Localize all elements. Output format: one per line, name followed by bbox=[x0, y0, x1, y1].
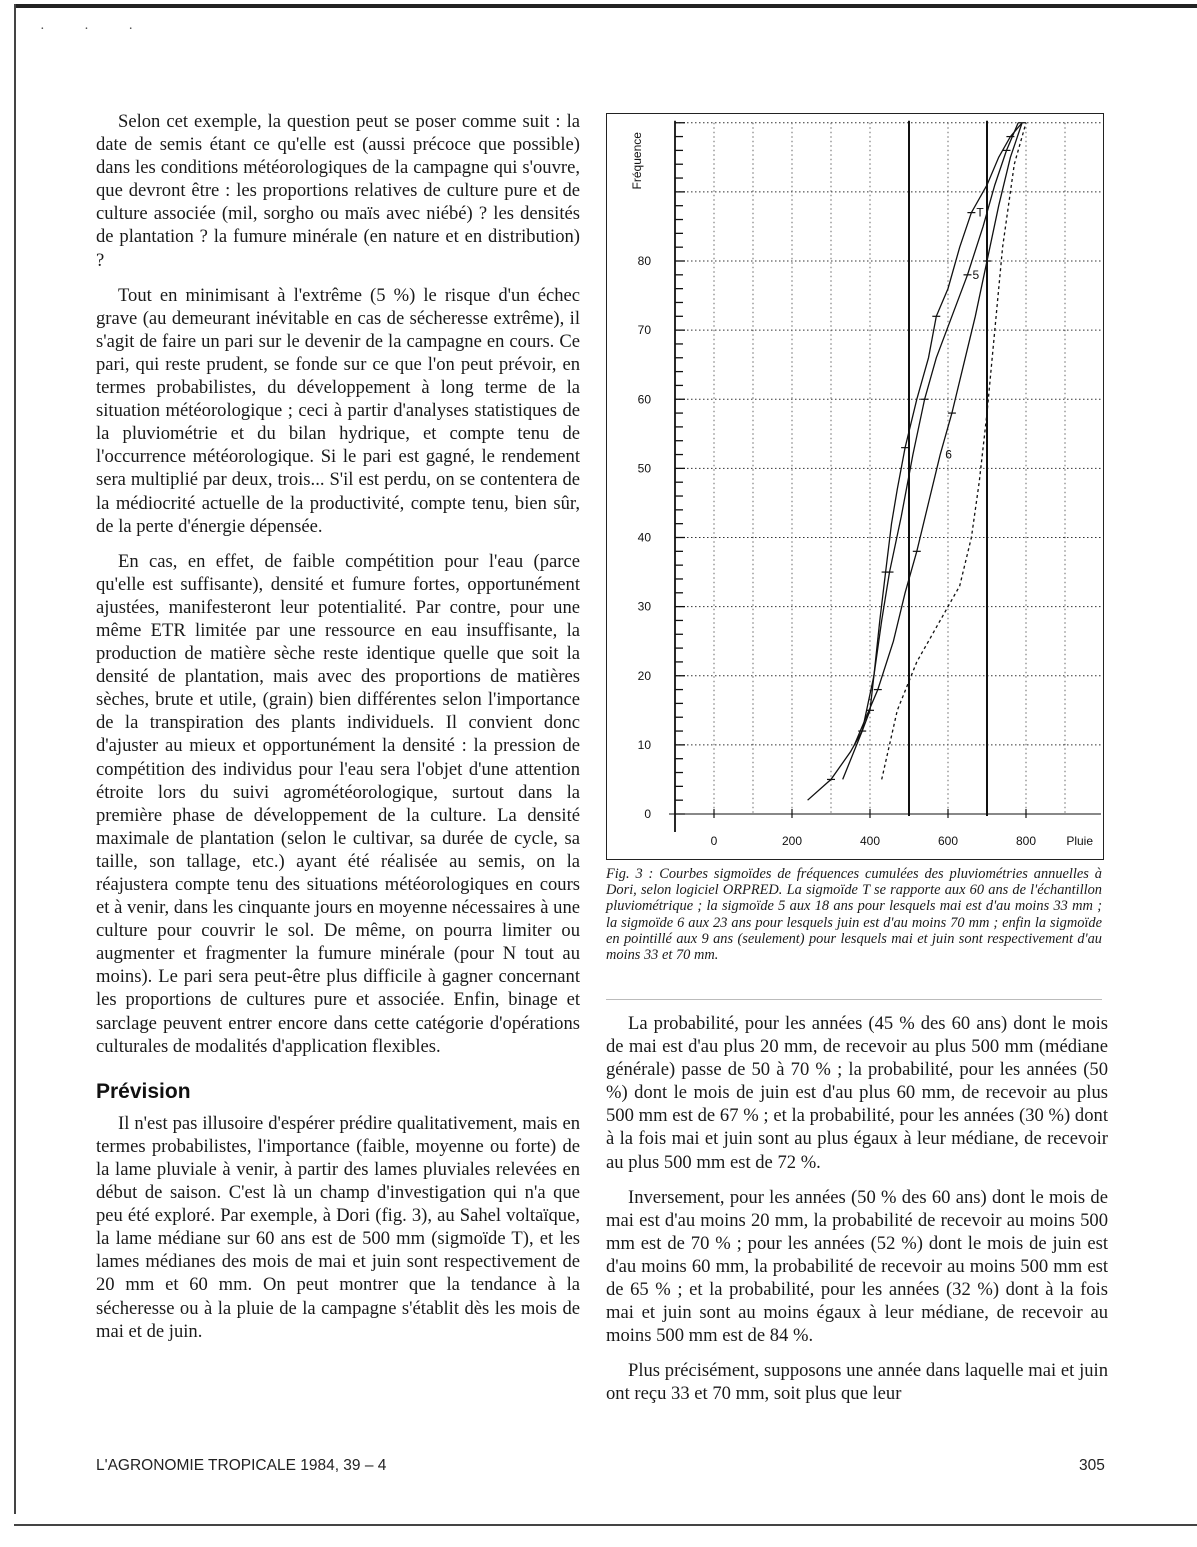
paragraph: Il n'est pas illusoire d'espérer prédire qualitativement, mais en termes probabilistes, l'importance (faible, moyenne ou forte) de la lame pluviale à venir, à partir des lames pluviales relevées en début de saison. C'est là un champ d'investigation qui n'a que peu été exploré. Par exemple, à Dori (fig. 3), au Sahel voltaïque, la lame médiane sur 60 ans est de 500 mm (sigmoïde T), et les lames médianes des mois de mai et juin sont respectivement de 20 mm et 60 mm. On peut montrer que la tendance à la sécheresse ou à la pluie de la campagne s'établit dès les mois de mai et de juin. bbox=[96, 1112, 580, 1342]
page-bottom-rule bbox=[14, 1524, 1197, 1526]
x-tick-label: 200 bbox=[781, 834, 803, 848]
series-line bbox=[882, 123, 1026, 780]
series-line bbox=[854, 123, 1022, 745]
paragraph: Plus précisément, supposons une année dans laquelle mai et juin ont reçu 33 et 70 mm, soit plus que leur bbox=[606, 1360, 1108, 1405]
cumulative-frequency-chart bbox=[607, 114, 1103, 859]
journal-footer: L'AGRONOMIE TROPICALE 1984, 39 – 4 bbox=[96, 1457, 387, 1474]
y-tick-label: 40 bbox=[637, 530, 651, 545]
section-heading: Prévision bbox=[96, 1079, 191, 1103]
paragraph: Tout en minimisant à l'extrême (5 %) le risque d'un échec grave (au demeurant inévitable en cas de sécheresse extrême), il s'agit de faire un pari sur le devenir de la campagne en cours. Ce pari, qui reste prudent, se fonde sur ce que l'on peut prévoir, en termes probabilistes, du développement à long terme de la situation météorologique ; ceci à partir d'analyses statistiques de la pluviométrie et du bilan hydrique, et compte tenu de l'occurrence météorologique. Si le pari est gagné, le rendement sera multiplié par deux, trois... S'il est perdu, on se contentera de la médiocrité actuelle de la productivité, compte tenu, bien sûr, de la perte d'énergie dépensée. bbox=[96, 284, 580, 537]
y-tick-label: 10 bbox=[637, 737, 651, 752]
paragraph: La probabilité, pour les années (45 % des 60 ans) dont le mois de mai est d'au plus 20 mm, de recevoir au plus 500 mm (médiane générale) passe de 50 à 70 % ; la probabilité, pour les années (50 %) dont le mois de juin est d'au plus 60 mm, de recevoir au plus 500 mm est de 67 % ; et la probabilité, pour les années (30 %) dont à la fois mai et juin sont au plus égaux à leur médiane, de recevoir au plus 500 mm est de 72 %. bbox=[606, 1013, 1108, 1173]
y-tick-label: 0 bbox=[644, 807, 651, 821]
paragraph: Inversement, pour les années (50 % des 60 ans) dont le mois de mai est d'au moins 20 mm, la probabilité de recevoir au moins 500 mm est de 70 % ; pour les années (52 %) dont le mois de juin est d'au moins 60 mm, la probabilité de recevoir au moins 500 mm est de 65 % ; et la probabilité, pour les années (32 %) dont à la fois mai et juin sont au moins égaux à leur médiane, de recevoir au moins 500 mm est de 84 %. bbox=[606, 1186, 1108, 1347]
page-number: 305 bbox=[1079, 1457, 1105, 1474]
paragraph: En cas, en effet, de faible compétition pour l'eau (parce qu'elle est suffisante), densité et fumure fortes, opportunément ajustées, manifesteront leur potentialité. Par contre, pour une même ETR limitée par une ressource en eau insuffisante, la production de matière sèche reste identique quelle que soit la densité de plantation, mais avec des proportions de matières sèches, brute et utile, (grain) bien différentes selon l'importance de la transpiration des plants individuels. Il convient donc d'ajuster au mieux et opportunément la densité : la pression de compétition des individus pour l'eau sera l'objet d'une attention étroite lors du suivi agrométéorologique, surtout dans la première phase de développement de la culture. La densité maximale de plantation (selon le cultivar, sa durée de cycle, sa taille, son tallage, etc.) ayant été réalisée au semis, on la réajustera compte tenu des situations météorologiques en cours et à venir, dans les cinquante jours en moyenne nécessaires à une culture pour couvrir le sol. De même, on pourra limiter ou augmenter et fragmenter la fumure minérale (pour N tout au moins). Le pari sera peut-être plus difficile à gagner concernant les proportions de cultures pure et associée. Enfin, binage et sarclage peuvent entrer encore dans cette catégorie d'opérations culturales de modalités d'application flexibles. bbox=[96, 550, 580, 1057]
caption-divider bbox=[606, 999, 1102, 1000]
curve-label: 6 bbox=[945, 447, 952, 462]
y-tick-label: 60 bbox=[637, 392, 651, 407]
series-line bbox=[808, 123, 1023, 800]
y-tick-label: 50 bbox=[637, 461, 651, 476]
x-axis-label: Pluie bbox=[1066, 834, 1093, 848]
figure-caption: Fig. 3 : Courbes sigmoïdes de fréquences cumulées des pluviométries annuelles à Dori, selon logiciel ORPRED. La sigmoïde T se rapporte aux 60 ans de l'échantillon pluviométrique ; la sigmoïde 5 aux 18 ans pour lesquels mai est d'au moins 33 mm ; la sigmoïde 6 aux 23 ans pour lesquels juin est d'au moins 70 mm ; enfin la sigmoïde en pointillé aux 9 ans (seulement) pour lesquels mai et juin sont respectivement d'au moins 33 et 70 mm. bbox=[606, 866, 1102, 964]
x-tick-label: 0 bbox=[710, 834, 718, 848]
paragraph: Selon cet exemple, la question peut se poser comme suit : la date de semis étant ce qu'elle est (aussi précoce que possible) dans les conditions météorologiques de la campagne qui s'ouvre, que devront être : les proportions relatives de culture pure et de culture associée (mil, sorgho ou maïs avec niébé) ? les densités de plantation ? la fumure minérale (en nature et en distribution) ? bbox=[96, 111, 580, 271]
series-line bbox=[843, 123, 1019, 780]
scan-specks: · · · bbox=[40, 22, 151, 37]
y-tick-label: 20 bbox=[637, 668, 651, 683]
x-tick-label: 600 bbox=[937, 834, 959, 848]
right-column bbox=[606, 1012, 1108, 1418]
x-tick-label: 400 bbox=[859, 834, 881, 848]
curve-label: T bbox=[976, 205, 984, 220]
y-axis-label: Fréquence bbox=[630, 132, 644, 190]
left-column bbox=[96, 110, 580, 1355]
figure-3 bbox=[606, 113, 1104, 860]
curve-label: 5 bbox=[972, 267, 980, 282]
page-top-rule bbox=[14, 4, 1197, 8]
y-tick-label: 30 bbox=[637, 599, 651, 614]
x-tick-label: 800 bbox=[1015, 834, 1037, 848]
page-left-rule bbox=[14, 4, 16, 1514]
y-tick-label: 70 bbox=[637, 323, 651, 338]
y-tick-label: 80 bbox=[637, 254, 651, 268]
